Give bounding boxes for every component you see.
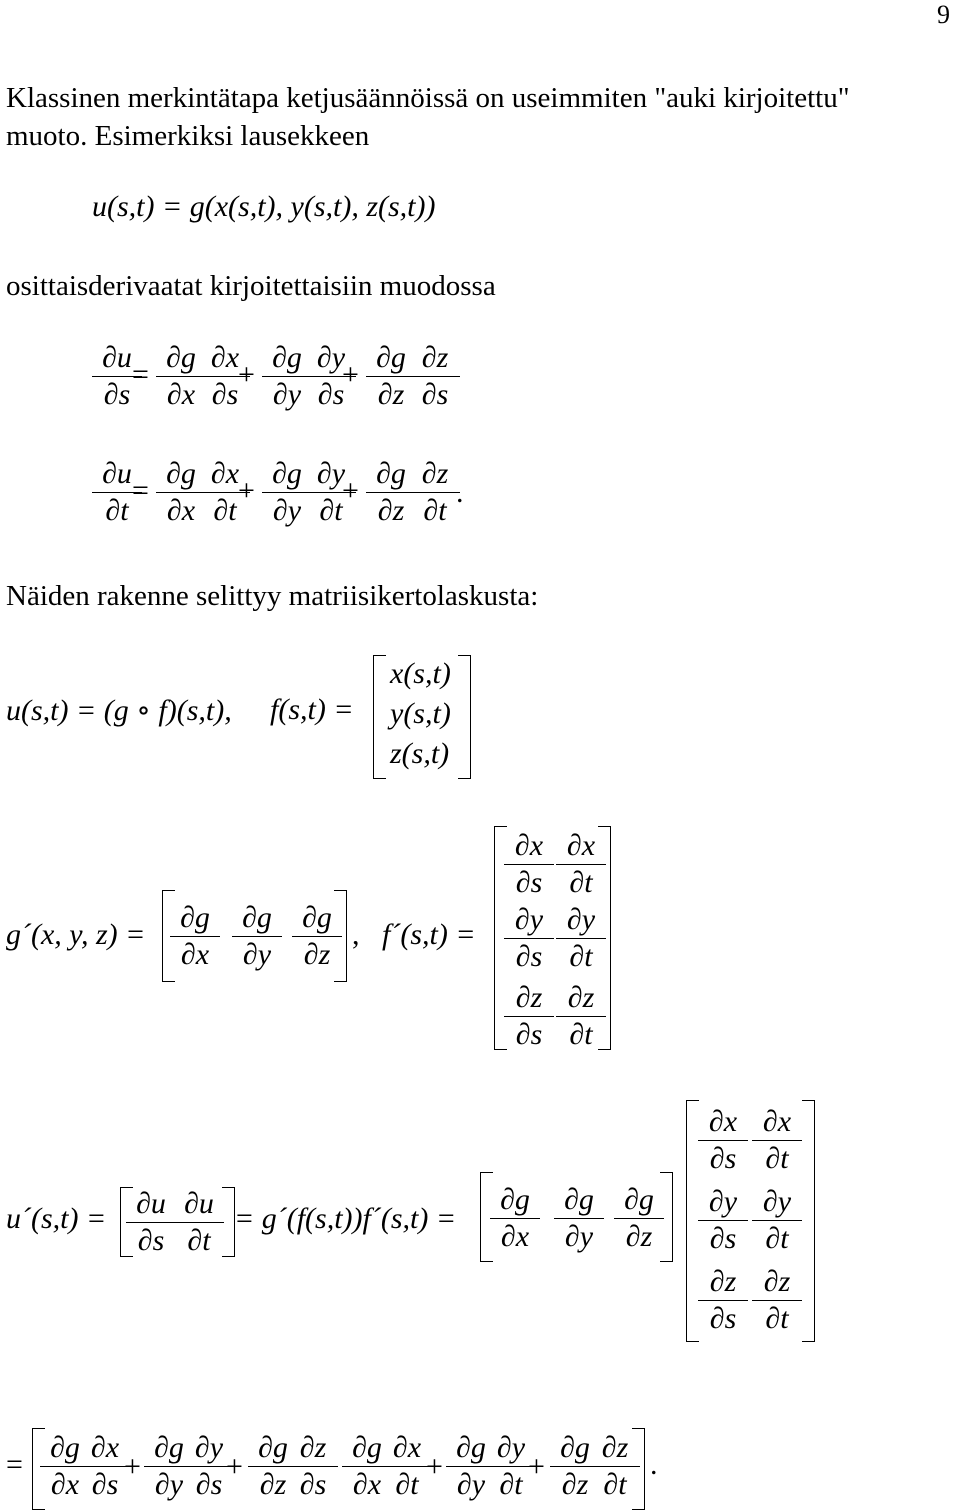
matrix-bracket-left xyxy=(373,655,386,779)
page-number: 9 xyxy=(937,0,950,29)
matrix-row-z: z(s,t) xyxy=(390,737,450,770)
dx-ds: $\frac{\partial x}{\partial s}$ xyxy=(200,340,250,413)
dg-dx: $\frac{\partial g}{\partial x}$ xyxy=(40,1430,90,1503)
paragraph-matrix-intro: Näiden rakenne selittyy matriisikertolaskusta: xyxy=(6,580,539,612)
f-jacobian2-bracket-right xyxy=(802,1100,815,1342)
result-period: . xyxy=(650,1448,658,1481)
dy-ds: $\frac{\partial y}{\partial s}$ xyxy=(698,1184,748,1257)
dz-ds: $\frac{\partial z}{\partial s}$ xyxy=(288,1430,338,1503)
du-dt: $\frac{\partial u}{\partial t}$ xyxy=(92,456,142,529)
dz-dt: $\frac{\partial z}{\partial t}$ xyxy=(410,456,460,529)
equals-sign: = xyxy=(132,474,149,507)
dy-ds: $\frac{\partial y}{\partial s}$ xyxy=(306,340,356,413)
du-dt: $\frac{\partial u}{\partial t}$ xyxy=(174,1186,224,1259)
dg-dx: $\frac{\partial g}{\partial x}$ xyxy=(170,900,220,973)
dz-ds: $\frac{\partial z}{\partial s}$ xyxy=(410,340,460,413)
plus-sign: + xyxy=(342,474,359,507)
matrix-row-y: y(s,t) xyxy=(390,697,451,730)
dg-dy: $\frac{\partial g}{\partial y}$ xyxy=(554,1182,604,1255)
plus-sign: + xyxy=(528,1450,545,1483)
paragraph-intro-line1: Klassinen merkintätapa ketjusäännöissä on useimmiten "auki kirjoitettu" xyxy=(6,82,850,114)
matrix-row-x: x(s,t) xyxy=(390,657,451,690)
du-ds: $\frac{\partial u}{\partial s}$ xyxy=(92,340,142,413)
chain-middle: = g´(f(s,t))f´(s,t) = xyxy=(234,1202,457,1235)
plus-sign: + xyxy=(124,1450,141,1483)
f-prime-lhs: f´(s,t) = xyxy=(382,918,476,951)
dg-dz: $\frac{\partial g}{\partial z}$ xyxy=(292,900,342,973)
dg-dy: $\frac{\partial g}{\partial y}$ xyxy=(262,456,312,529)
period: . xyxy=(456,476,464,509)
dg-dz: $\frac{\partial g}{\partial z}$ xyxy=(550,1430,600,1503)
dx-dt: $\frac{\partial x}{\partial t}$ xyxy=(200,456,250,529)
dg-dx: $\frac{\partial g}{\partial x}$ xyxy=(156,340,206,413)
plus-sign: + xyxy=(426,1450,443,1483)
dy-dt: $\frac{\partial y}{\partial t}$ xyxy=(306,456,356,529)
result-equals: = xyxy=(6,1448,23,1481)
dy-dt: $\frac{\partial y}{\partial t}$ xyxy=(486,1430,536,1503)
dg-dy: $\frac{\partial g}{\partial y}$ xyxy=(232,900,282,973)
dg-dx: $\frac{\partial g}{\partial x}$ xyxy=(342,1430,392,1503)
composition-lhs: u(s,t) = (g ∘ f)(s,t), xyxy=(6,694,232,727)
dg-dy: $\frac{\partial g}{\partial y}$ xyxy=(144,1430,194,1503)
plus-sign: + xyxy=(342,358,359,391)
plus-sign: + xyxy=(238,358,255,391)
dx-dt: $\frac{\partial x}{\partial t}$ xyxy=(382,1430,432,1503)
dz-dt: $\frac{\partial z}{\partial t}$ xyxy=(556,980,606,1053)
dx-ds: $\frac{\partial x}{\partial s}$ xyxy=(80,1430,130,1503)
dg-dx: $\frac{\partial g}{\partial x}$ xyxy=(490,1182,540,1255)
g-prime-lhs: g´(x, y, z) = xyxy=(6,918,146,951)
jacobian-separator-comma: , xyxy=(352,918,360,951)
plus-sign: + xyxy=(226,1450,243,1483)
dy-dt: $\frac{\partial y}{\partial t}$ xyxy=(752,1184,802,1257)
dz-dt: $\frac{\partial z}{\partial t}$ xyxy=(752,1264,802,1337)
plus-sign: + xyxy=(238,474,255,507)
matrix-bracket-right xyxy=(458,655,471,779)
u-prime-lhs: u´(s,t) = xyxy=(6,1202,107,1235)
dg-dy: $\frac{\partial g}{\partial y}$ xyxy=(262,340,312,413)
paragraph-intro-line2: muoto. Esimerkiksi lausekkeen xyxy=(6,120,370,152)
dx-ds: $\frac{\partial x}{\partial s}$ xyxy=(504,828,554,901)
dg-dx: $\frac{\partial g}{\partial x}$ xyxy=(156,456,206,529)
dg-dz: $\frac{\partial g}{\partial z}$ xyxy=(366,340,416,413)
f-definition-lhs: f(s,t) = xyxy=(270,693,354,726)
dg-dz: $\frac{\partial g}{\partial z}$ xyxy=(248,1430,298,1503)
equals-sign: = xyxy=(132,358,149,391)
dx-ds: $\frac{\partial x}{\partial s}$ xyxy=(698,1104,748,1177)
dz-ds: $\frac{\partial z}{\partial s}$ xyxy=(698,1264,748,1337)
dz-ds: $\frac{\partial z}{\partial s}$ xyxy=(504,980,554,1053)
dx-dt: $\frac{\partial x}{\partial t}$ xyxy=(752,1104,802,1177)
du-ds: $\frac{\partial u}{\partial s}$ xyxy=(126,1186,176,1259)
equation-composition: u(s,t) = g(x(s,t), y(s,t), z(s,t)) xyxy=(92,190,436,223)
dy-ds: $\frac{\partial y}{\partial s}$ xyxy=(184,1430,234,1503)
dy-ds: $\frac{\partial y}{\partial s}$ xyxy=(504,902,554,975)
dg-dz: $\frac{\partial g}{\partial z}$ xyxy=(366,456,416,529)
paragraph-partial-derivatives: osittaisderivaatat kirjoitettaisiin muodossa xyxy=(6,270,496,302)
dz-dt: $\frac{\partial z}{\partial t}$ xyxy=(590,1430,640,1503)
dg-dy: $\frac{\partial g}{\partial y}$ xyxy=(446,1430,496,1503)
dg-dz: $\frac{\partial g}{\partial z}$ xyxy=(614,1182,664,1255)
dy-dt: $\frac{\partial y}{\partial t}$ xyxy=(556,902,606,975)
dx-dt: $\frac{\partial x}{\partial t}$ xyxy=(556,828,606,901)
